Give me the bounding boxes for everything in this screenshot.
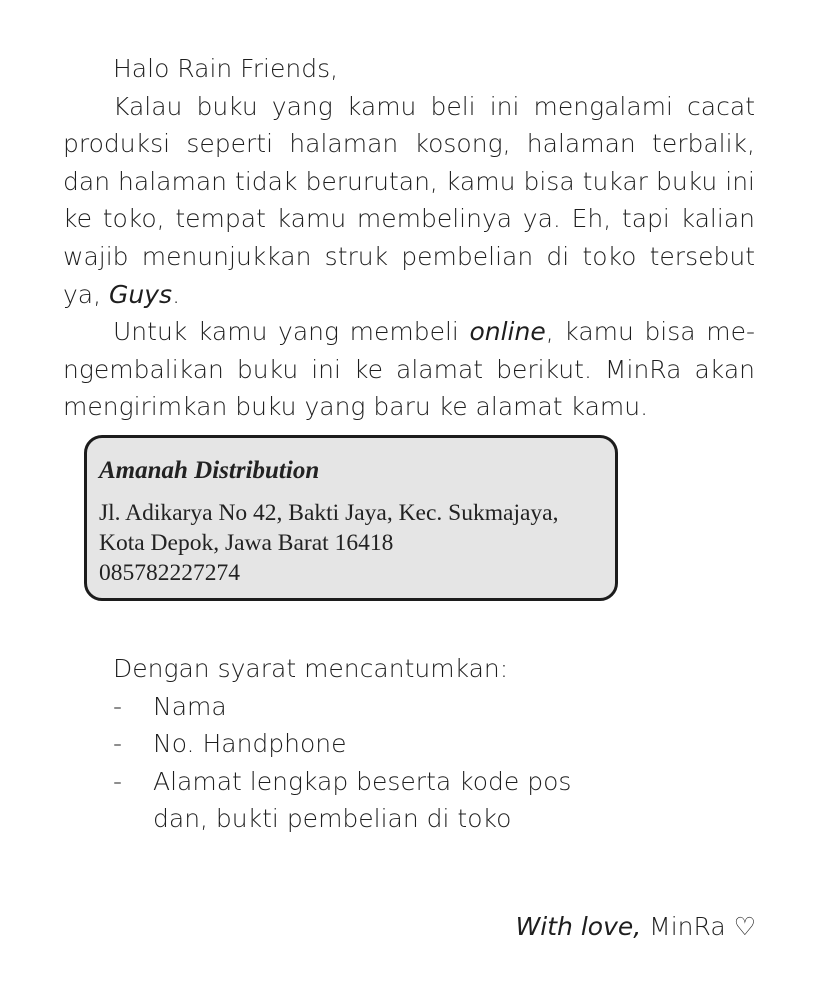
signoff-with-love: With love, bbox=[515, 912, 642, 941]
list-item bbox=[63, 763, 755, 838]
company-name: Amanah Distribution bbox=[99, 457, 320, 484]
list-bullet: - bbox=[113, 691, 123, 721]
signoff-name: MinRa bbox=[641, 912, 726, 941]
intro-section bbox=[63, 50, 755, 426]
heart-icon: ♡ bbox=[725, 912, 756, 941]
signoff bbox=[516, 908, 756, 946]
paragraph-exchange-policy bbox=[63, 88, 755, 314]
address-phone: 085782227274 bbox=[99, 560, 240, 586]
paragraph-online-text: , kamu bisa mengembalikan buku ini ke alamat berikut. MinRa akan mengirimkan buku yang baru ke alamat kamu. bbox=[63, 317, 755, 422]
emphasis-online: online bbox=[469, 317, 546, 347]
list-item bbox=[63, 725, 755, 763]
paragraph-exchange-end: . bbox=[172, 279, 181, 309]
emphasis-guys: Guys bbox=[109, 279, 173, 309]
paragraph-exchange-text: Kalau buku yang kamu beli ini mengalami cacat produksi seperti halaman kosong, halaman terbalik, dan halaman tidak berurutan, kamu bisa tukar buku ini ke toko, tempat kamu membelinya ya. Eh, tapi kalian wajib menunjukkan struk pembelian di toko tersebut ya, bbox=[63, 91, 755, 309]
list-bullet: - bbox=[113, 729, 123, 759]
list-item bbox=[63, 688, 755, 726]
greeting: Halo Rain Friends, bbox=[113, 54, 339, 83]
requirements-section bbox=[63, 650, 755, 838]
requirements-list bbox=[63, 688, 755, 838]
list-bullet: - bbox=[113, 766, 123, 796]
list-item-text: Alamat lengkap beserta kode pos dan, bukti pembelian di toko bbox=[153, 766, 572, 834]
address-box bbox=[84, 435, 618, 601]
list-item-text: Nama bbox=[153, 691, 227, 721]
address-street: Jl. Adikarya No 42, Bakti Jaya, Kec. Sukmajaya, bbox=[99, 500, 559, 526]
paragraph-online-return bbox=[63, 313, 755, 426]
address-city: Kota Depok, Jawa Barat 16418 bbox=[99, 530, 394, 556]
list-item-text: No. Handphone bbox=[153, 729, 347, 759]
paragraph-online-start: Untuk kamu yang membeli bbox=[113, 317, 470, 347]
requirements-title: Dengan syarat mencantumkan: bbox=[113, 654, 509, 683]
